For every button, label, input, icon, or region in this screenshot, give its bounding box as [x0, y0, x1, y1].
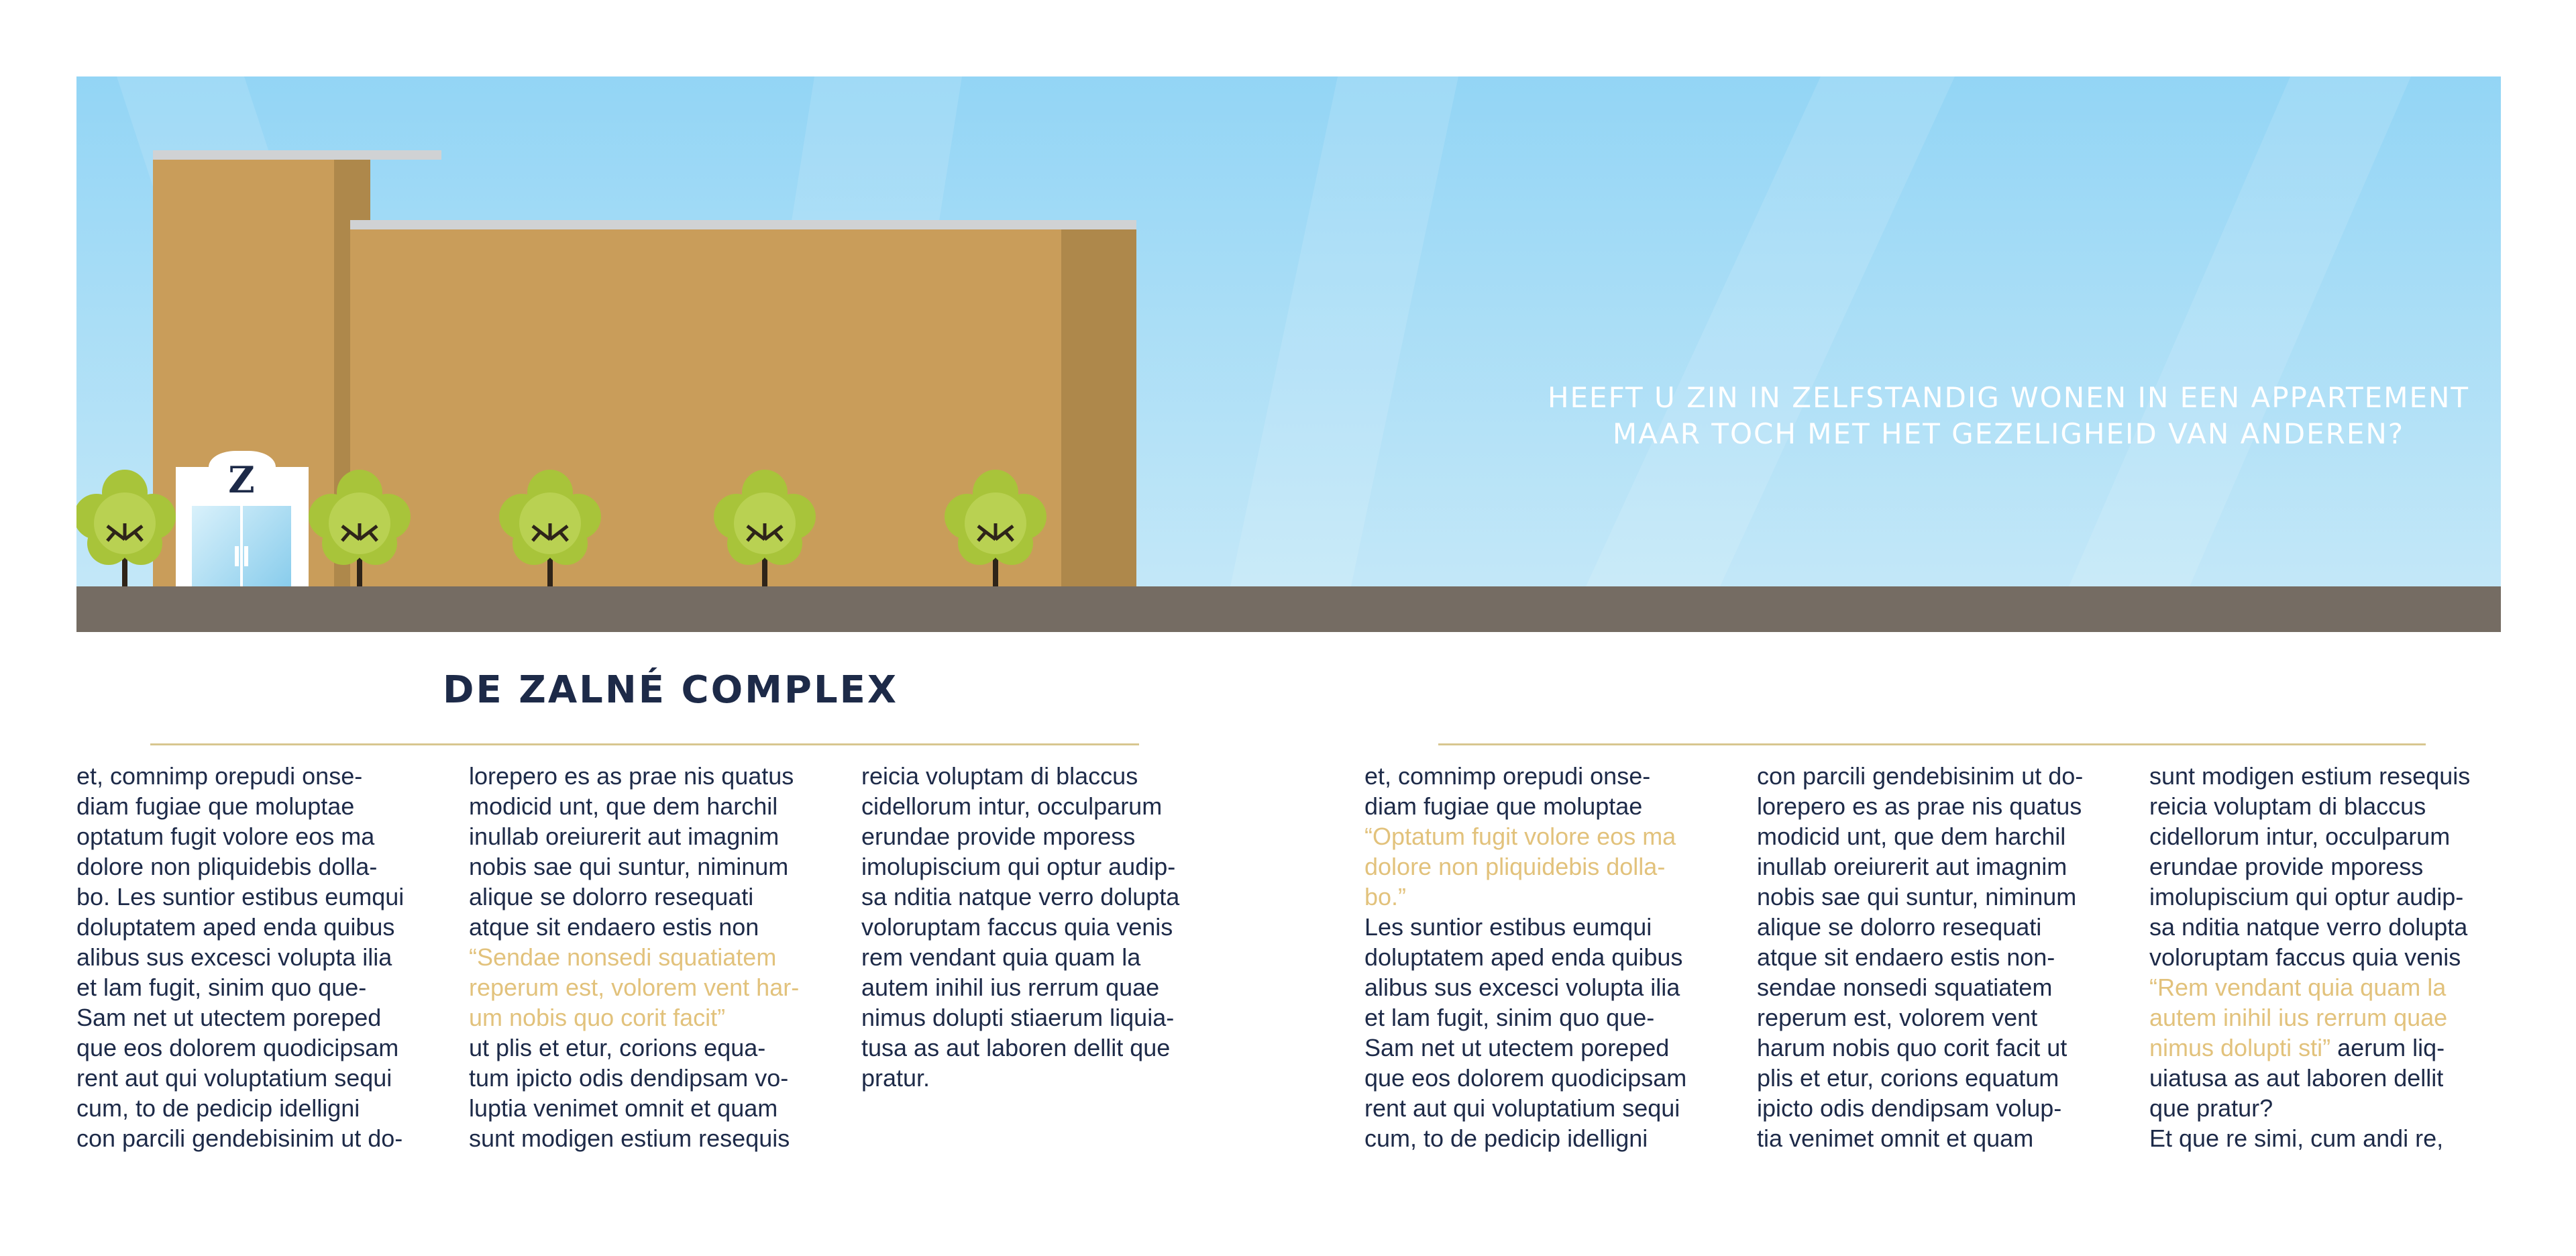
text-column-6: [2149, 761, 2505, 1153]
hero-banner: [76, 76, 2501, 632]
body-text-line: reicia voluptam di blaccus: [861, 762, 1138, 790]
title-divider-left: [150, 743, 1139, 745]
body-text-line: reicia voluptam di blaccus: [2149, 792, 2426, 820]
body-text-line: diam fugiae que moluptae: [76, 792, 355, 820]
tagline-line: HEEFT U ZIN IN ZELFSTANDIG WONEN IN EEN APPARTEMENT: [1547, 381, 2470, 414]
title-divider-right: [1438, 743, 2426, 745]
body-text-line: doluptatem aped enda quibus: [1364, 943, 1683, 971]
body-text-line: tusa as aut laboren dellit que: [861, 1034, 1171, 1061]
pull-quote-text: nimus dolupti sti”: [2149, 1034, 2331, 1061]
body-text-line: sunt modigen estium resequis: [2149, 762, 2471, 790]
body-text-line: plis et etur, corions equatum: [1757, 1064, 2059, 1092]
body-text-line: autem inihil ius rerrum quae: [861, 974, 1160, 1001]
body-text-line: [2149, 1033, 2505, 1063]
body-text-line: erundae provide mporess: [2149, 853, 2424, 880]
pull-quote-line: dolore non pliquidebis dolla-: [1364, 853, 1666, 880]
ground: [76, 586, 2501, 632]
hero-tagline: [1485, 380, 2501, 452]
text-column-2: [469, 761, 824, 1153]
text-column-1: [76, 761, 432, 1153]
body-text-line: que pratur?: [2149, 1094, 2273, 1122]
pull-quote-line: bo.”: [1364, 883, 1407, 910]
article-title: DE ZALNÉ COMPLEX: [443, 668, 899, 712]
body-text-line: Les suntior estibus eumqui: [1364, 913, 1652, 941]
body-text-line: sa nditia natque verro dolupta: [861, 883, 1180, 910]
body-text-line: diam fugiae que moluptae: [1364, 792, 1643, 820]
body-text-line: et lam fugit, sinim quo que-: [76, 974, 367, 1001]
pull-quote-line: autem inihil ius rerrum quae: [2149, 1004, 2448, 1031]
body-text-line: tum ipicto odis dendipsam vo-: [469, 1064, 789, 1092]
body-text-line: ipicto odis dendipsam volup-: [1757, 1094, 2062, 1122]
body-text-line: modicid unt, que dem harchil: [469, 792, 778, 820]
body-text-line: lorepero es as prae nis quatus: [1757, 792, 2082, 820]
body-text-line: erundae provide mporess: [861, 823, 1136, 850]
body-text-line: Sam net ut utectem poreped: [1364, 1034, 1670, 1061]
pull-quote-line: “Rem vendant quia quam la: [2149, 974, 2447, 1001]
body-text-line: Et que re simi, cum andi re,: [2149, 1124, 2444, 1152]
body-text-line: nimus dolupti stiaerum liquia-: [861, 1004, 1175, 1031]
body-text-line: ut plis et etur, corions equa-: [469, 1034, 766, 1061]
body-text-line: imolupiscium qui optur audip-: [861, 853, 1176, 880]
body-text-line: voloruptam faccus quia venis: [2149, 943, 2461, 971]
body-text-line: doluptatem aped enda quibus: [76, 913, 395, 941]
tagline-line: MAAR TOCH MET HET GEZELIGHEID VAN ANDEREN?: [1612, 417, 2405, 450]
pull-quote-line: reperum est, volorem vent har-: [469, 974, 800, 1001]
body-text-line: inullab oreiurerit aut imagnim: [1757, 853, 2068, 880]
text-column-3: [861, 761, 1217, 1093]
body-text-line: cum, to de pedicip idelligni: [76, 1094, 360, 1122]
body-text-line: con parcili gendebisinim ut do-: [1757, 762, 2084, 790]
body-text-line: cidellorum intur, occulparum: [861, 792, 1163, 820]
body-text-line: sendae nonsedi squatiatem: [1757, 974, 2053, 1001]
body-text-line: alibus sus excesci volupta ilia: [1364, 974, 1680, 1001]
logo-icon: Z: [228, 458, 255, 501]
body-text-line: alique se dolorro resequati: [469, 883, 754, 910]
body-text-line: rent aut qui voluptatium sequi: [1364, 1094, 1680, 1122]
body-text-line: et, comnimp orepudi onse-: [1364, 762, 1651, 790]
body-text-line: nobis sae qui suntur, niminum: [1757, 883, 2077, 910]
body-text-line: luptia venimet omnit et quam: [469, 1094, 778, 1122]
body-text-line: voloruptam faccus quia venis: [861, 913, 1173, 941]
body-text-line: lorepero es as prae nis quatus: [469, 762, 794, 790]
body-text-line: sa nditia natque verro dolupta: [2149, 913, 2468, 941]
body-text-line: uiatusa as aut laboren dellit: [2149, 1064, 2444, 1092]
body-text-line: et lam fugit, sinim quo que-: [1364, 1004, 1655, 1031]
wing-side: [1061, 229, 1136, 596]
entrance: [176, 451, 309, 609]
tower-roof: [153, 150, 441, 160]
body-text-line: imolupiscium qui optur audip-: [2149, 883, 2464, 910]
body-text-line: sunt modigen estium resequis: [469, 1124, 790, 1152]
body-text-line: que eos dolorem quodicipsam: [1364, 1064, 1687, 1092]
body-text-line: con parcili gendebisinim ut do-: [76, 1124, 403, 1152]
body-text-line: modicid unt, que dem harchil: [1757, 823, 2066, 850]
text-column-5: [1757, 761, 2112, 1153]
wing-roof: [350, 220, 1136, 229]
pull-quote-line: um nobis quo corit facit”: [469, 1004, 726, 1031]
body-text-line: tia venimet omnit et quam: [1757, 1124, 2034, 1152]
body-text-line: alibus sus excesci volupta ilia: [76, 943, 392, 971]
body-text-line: harum nobis quo corit facit ut: [1757, 1034, 2068, 1061]
body-text-line: atque sit endaero estis non-: [1757, 943, 2055, 971]
body-text-line: et, comnimp orepudi onse-: [76, 762, 363, 790]
body-text-line: atque sit endaero estis non: [469, 913, 759, 941]
body-text-line: Sam net ut utectem poreped: [76, 1004, 382, 1031]
body-text-line: inullab oreiurerit aut imagnim: [469, 823, 780, 850]
body-text-line: nobis sae qui suntur, niminum: [469, 853, 789, 880]
body-text-line: dolore non pliquidebis dolla-: [76, 853, 378, 880]
body-text-line: pratur.: [861, 1064, 930, 1092]
body-text-line: bo. Les suntior estibus eumqui: [76, 883, 405, 910]
body-text-line: cidellorum intur, occulparum: [2149, 823, 2451, 850]
text-column-4: [1364, 761, 1720, 1153]
body-text-line: optatum fugit volore eos ma: [76, 823, 375, 850]
hero-illustration: [76, 76, 2501, 632]
body-text-line: rent aut qui voluptatium sequi: [76, 1064, 392, 1092]
pull-quote-line: “Optatum fugit volore eos ma: [1364, 823, 1676, 850]
pull-quote-line: “Sendae nonsedi squatiatem: [469, 943, 777, 971]
body-text: aerum liq-: [2330, 1034, 2445, 1061]
body-text-line: cum, to de pedicip idelligni: [1364, 1124, 1648, 1152]
body-text-line: que eos dolorem quodicipsam: [76, 1034, 399, 1061]
body-text-line: reperum est, volorem vent: [1757, 1004, 2038, 1031]
body-text-line: alique se dolorro resequati: [1757, 913, 2042, 941]
body-text-line: rem vendant quia quam la: [861, 943, 1141, 971]
